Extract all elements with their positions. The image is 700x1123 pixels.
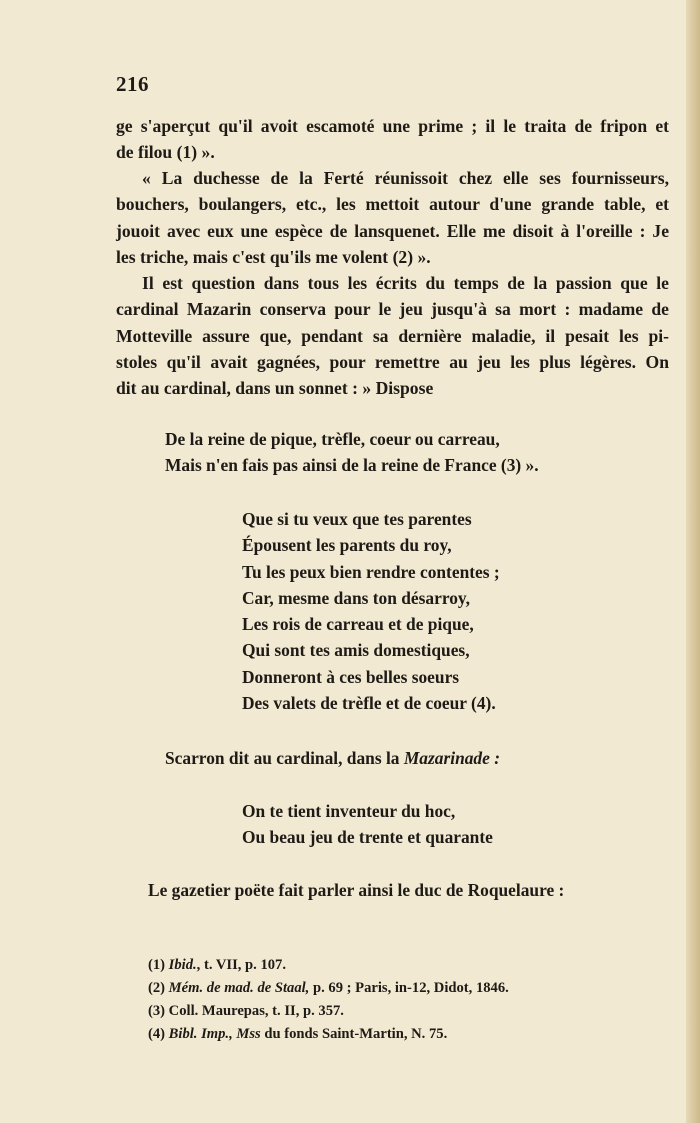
page-number: 216 bbox=[116, 72, 149, 96]
mazarinade-title: Mazarinade : bbox=[403, 748, 500, 768]
text-line: Il est question dans tous les écrits du temps de la passion que le bbox=[142, 273, 669, 293]
verse-line: Les rois de carreau et de pique, bbox=[242, 614, 474, 635]
verse-line: Épousent les parents du roy, bbox=[242, 535, 452, 556]
poem-hoc bbox=[242, 798, 493, 851]
paragraph-mazarin bbox=[116, 270, 669, 401]
verse-line: Qui sont tes amis domestiques, bbox=[242, 640, 470, 661]
text-line: bouchers, boulangers, etc., les mettoit autour d'une grande table, et bbox=[116, 194, 669, 215]
verse-line: Mais n'en fais pas ainsi de la reine de France (3) ». bbox=[165, 455, 539, 476]
text-line: cardinal Mazarin conserva pour le jeu jusqu'à sa mort : madame de bbox=[116, 299, 669, 320]
verse-line: Des valets de trèfle et de coeur (4). bbox=[242, 693, 496, 714]
text-line: Le gazetier poëte fait parler ainsi le duc de Roquelaure : bbox=[148, 880, 565, 900]
text-line: dit au cardinal, dans un sonnet : » Dispose bbox=[116, 378, 434, 399]
footnotes bbox=[148, 954, 509, 1046]
verse-line: Tu les peux bien rendre contentes ; bbox=[242, 561, 500, 582]
paragraph-duchesse bbox=[116, 165, 669, 270]
intro-scarron bbox=[165, 745, 500, 771]
text-line: Motteville assure que, pendant sa dernière maladie, il pesait les pi- bbox=[116, 325, 669, 346]
footnote: (4) Bibl. Imp., Mss du fonds Saint-Martin, N. 75. bbox=[148, 1026, 448, 1042]
text-line: de filou (1) ». bbox=[116, 142, 215, 163]
text-line: ge s'aperçut qu'il avoit escamoté une prime ; il le traita de fripon et bbox=[116, 116, 669, 136]
text-line bbox=[165, 745, 500, 771]
verse-line: On te tient inventeur du hoc, bbox=[242, 801, 456, 821]
text-line: jouoit avec eux une espèce de lansquenet. Elle me disoit à l'oreille : Je bbox=[116, 220, 669, 241]
footnote: (2) Mém. de mad. de Staal, p. 69 ; Paris, in-12, Didot, 1846. bbox=[148, 980, 509, 996]
page-edge bbox=[686, 0, 700, 1123]
intro-prefix: Scarron dit au cardinal, dans la bbox=[165, 748, 404, 768]
verse-line: Car, mesme dans ton désarroy, bbox=[242, 587, 471, 608]
verse-line: Ou beau jeu de trente et quarante bbox=[242, 827, 493, 848]
text-line: stoles qu'il avait gagnées, pour remettre au jeu les plus légères. On bbox=[116, 351, 669, 372]
footnote: (3) Coll. Maurepas, t. II, p. 357. bbox=[148, 1003, 344, 1019]
verse-line: Donneront à ces belles soeurs bbox=[242, 666, 460, 687]
text-line: les triche, mais c'est qu'ils me volent (2) ». bbox=[116, 246, 431, 267]
poem-parentes bbox=[242, 506, 500, 716]
paragraph-continuation bbox=[116, 113, 669, 166]
verse-line: Que si tu veux que tes parentes bbox=[242, 509, 472, 529]
quote-sonnet bbox=[165, 426, 539, 479]
intro-gazetier bbox=[148, 877, 564, 903]
verse-line: De la reine de pique, trèfle, coeur ou carreau, bbox=[165, 429, 500, 449]
text-line: « La duchesse de la Ferté réunissoit chez elle ses fournisseurs, bbox=[142, 168, 669, 188]
footnote: (1) Ibid., t. VII, p. 107. bbox=[148, 957, 286, 973]
